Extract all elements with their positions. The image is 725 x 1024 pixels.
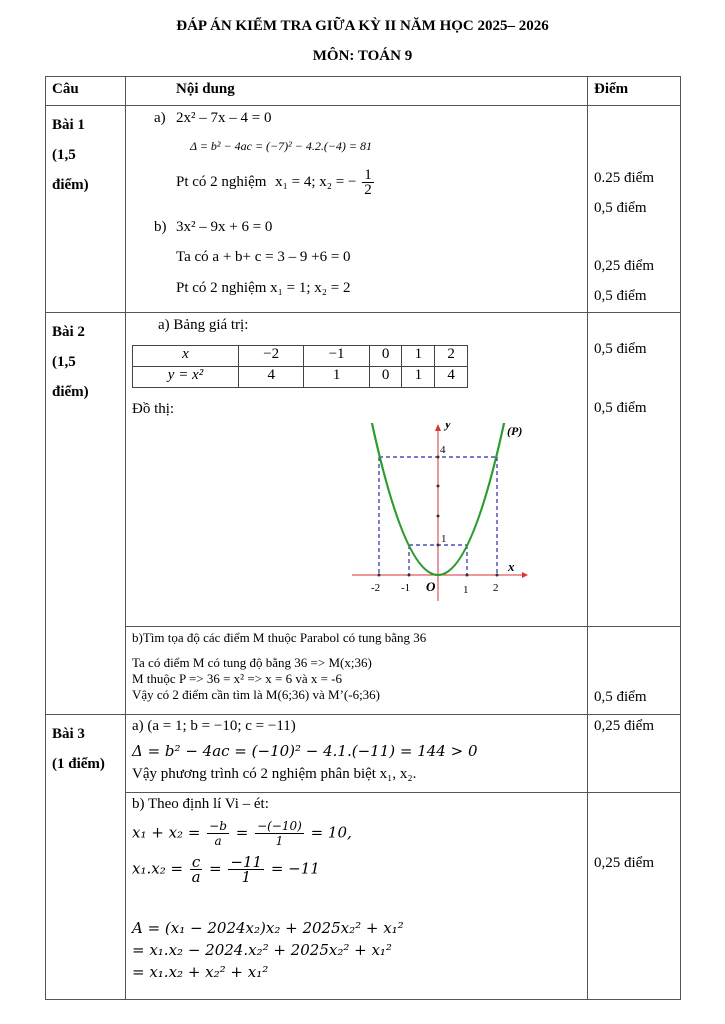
bai3-b-sum-frac2-num: −(−10) [257,819,302,833]
bai3-b-prod-left: x₁.x₂ = [132,859,184,878]
bai1-b-sum: Ta có a + b+ c = 3 – 9 +6 = 0 [176,249,351,265]
bai3-b-prod-frac1 [190,855,202,884]
bai3-a-line2: Δ = b² − 4ac = (−10)² − 4.1.(−11) = 144 > 0 [132,742,478,760]
bai3-A-line1: A = (x₁ − 2024x₂)x₂ + 2025x₂² + x₁² [132,919,404,937]
bai3-b-sum-left: x₁ + x₂ = [132,823,201,842]
bai3-score-1: 0,25 điểm [594,718,654,734]
bai3-b-product: x₁.x₂ = $\frac{c}{a}$ = $\frac{-11}{1}$ = −11 [132,853,320,886]
bai1-label-cell [46,106,126,313]
bai2-b-line1: Ta có điểm M có tung độ bằng 36 => M(x;36) [132,655,372,670]
bai1-a-solution-values: x₁ = 4; x₂ = − [275,173,357,190]
header-diem: Điểm [588,77,681,106]
bai3-score-2: 0,25 điểm [594,855,654,871]
value-table-row-y [133,367,468,388]
bai3-b-sum-frac1 [207,819,229,848]
table-row-bai3 [46,715,681,793]
bai3-b-prod-right: = −11 [270,859,320,878]
bai1-points-b: điểm) [52,177,89,193]
table-row-bai2-b [46,627,681,715]
graph-tick-y-1: 1 [441,533,447,545]
y-axis-arrow [435,424,441,431]
doc-subject: MÔN: TOÁN 9 [312,48,413,64]
bai1-score-1: 0.25 điểm [594,170,654,186]
bai2-points-b: điểm) [52,384,89,400]
value-table-x-label: x [133,346,239,367]
bai1-a-fraction-den: 2 [364,182,372,198]
bai3-a-scores [588,715,681,793]
bai2-b-line3: Vậy có 2 điểm cần tìm là M(6;36) và M’(-6;36) [132,687,381,702]
bai1-score-2: 0,5 điểm [594,200,647,216]
bai3-b-title: b) Theo định lí Vi – ét: [132,796,269,812]
bai1-points-a: (1,5 [52,147,76,163]
bai3-a-content [126,715,588,793]
bai2-a-text: a) Bảng giá trị: [158,317,249,333]
table-row-bai2 [46,313,681,627]
value-table-y-0: 4 [239,367,304,388]
value-table [132,345,468,388]
bai1-b-solution: Pt có 2 nghiệm x₁ = 1; x₂ = 2 [176,280,351,296]
bai3-b-sum-frac1-den: a [214,834,222,848]
graph-tick-x-minus2: -2 [371,582,381,594]
answer-table [45,76,681,1000]
bai3-b-sum-frac2 [255,819,304,848]
bai1-name: Bài 1 [52,117,85,133]
bai1-scores [588,106,681,313]
value-table-x-2: 0 [369,346,402,367]
bai1-a-fraction-num: 1 [364,167,372,183]
bai3-b-prod-frac1-den: a [191,868,201,886]
bai1-a-label: a) [154,110,166,126]
doc-title: ĐÁP ÁN KIỂM TRA GIỮA KỲ II NĂM HỌC 2025– 2026 [176,18,549,34]
header-cau: Câu [46,77,126,106]
bai3-A-line3: = x₁.x₂ + x₂² + x₁² [132,963,269,981]
value-table-y-4: 4 [435,367,468,388]
bai2-b-line2: M thuộc P => 36 = x² => x = 6 và x = -6 [132,671,343,686]
bai2-graph-label: Đồ thị: [132,401,175,417]
graph-tick-x-minus1: -1 [401,582,411,594]
bai3-b-scores [588,793,681,1000]
bai1-a-solution-prefix: Pt có 2 nghiệm [176,173,267,190]
value-table-y-label: y = x² [133,367,239,388]
bai2-b-scores [588,627,681,715]
bai3-b-prod-frac2 [228,855,264,884]
bai3-b-prod-frac2-den: 1 [241,868,251,886]
parabola-graph [352,423,532,603]
value-table-y-3: 1 [402,367,435,388]
bai3-b-sum: x₁ + x₂ = $\frac{-b}{a}$ = $\frac{-(-10)}{1}$ = 10, [132,819,352,848]
bai2-a-scores [588,313,681,627]
header-noi-dung: Nội dung [126,77,588,106]
bai2-score-1: 0,5 điểm [594,341,647,357]
table-row-bai1 [46,106,681,313]
bai1-b-label: b) [154,219,167,235]
bai3-b-prod-frac1-num: c [191,853,201,871]
graph-curve-label: (P) [507,424,523,438]
bai3-label-cell [46,715,126,1000]
graph-origin-label: O [426,579,436,594]
bai3-points: (1 điểm) [52,756,105,772]
value-table-row-x [133,346,468,367]
value-table-x-3: 1 [402,346,435,367]
bai1-b-equation: 3x² – 9x + 6 = 0 [176,219,273,235]
graph-tick-x-1: 1 [463,584,469,596]
bai3-name: Bài 3 [52,726,85,742]
bai2-score-3: 0,5 điểm [594,689,647,705]
bai2-name: Bài 2 [52,324,85,340]
bai1-a-equation: 2x² – 7x – 4 = 0 [176,110,272,126]
bai1-a-solution [176,168,376,197]
graph-axis-x-label: x [508,559,515,574]
bai3-b-sum-frac1-num: −b [209,819,227,833]
bai3-b-sum-right: = 10, [310,823,352,842]
value-table-x-0: −2 [239,346,304,367]
bai2-a-content [126,313,588,627]
value-table-y-2: 0 [369,367,402,388]
bai3-b-content [126,793,588,1000]
value-table-y-1: 1 [304,367,369,388]
bai2-b-title: b)Tìm tọa độ các điểm M thuộc Parabol có tung bằng 36 [132,630,427,645]
bai1-score-4: 0,5 điểm [594,288,647,304]
bai3-b-prod-frac2-num: −11 [230,853,263,871]
bai3-A-line2: = x₁.x₂ − 2024.x₂² + 2025x₂² + x₁² [132,941,392,959]
bai3-a-line1: a) (a = 1; b = −10; c = −11) [132,718,296,734]
x-axis-arrow [522,572,528,578]
bai2-label-cell [46,313,126,715]
value-table-x-4: 2 [435,346,468,367]
graph-tick-y-4: 4 [440,444,446,456]
table-row-bai3-b [46,793,681,1000]
bai2-score-2: 0,5 điểm [594,400,647,416]
graph-axis-y-label: y [445,423,451,431]
value-table-x-1: −1 [304,346,369,367]
bai1-score-3: 0,25 điểm [594,258,654,274]
bai2-points-a: (1,5 [52,354,76,370]
bai1-a-fraction [362,168,374,197]
bai3-b-sum-frac2-den: 1 [275,834,284,848]
bai1-a-delta: Δ = b² − 4ac = (−7)² − 4.2.(−4) = 81 [190,139,373,153]
table-header-row [46,77,681,106]
bai3-a-line3: Vậy phương trình có 2 nghiệm phân biệt x₁, x₂. [132,766,417,782]
bai2-b-content [126,627,588,715]
bai1-content [126,106,588,313]
graph-tick-x-2: 2 [493,582,499,594]
